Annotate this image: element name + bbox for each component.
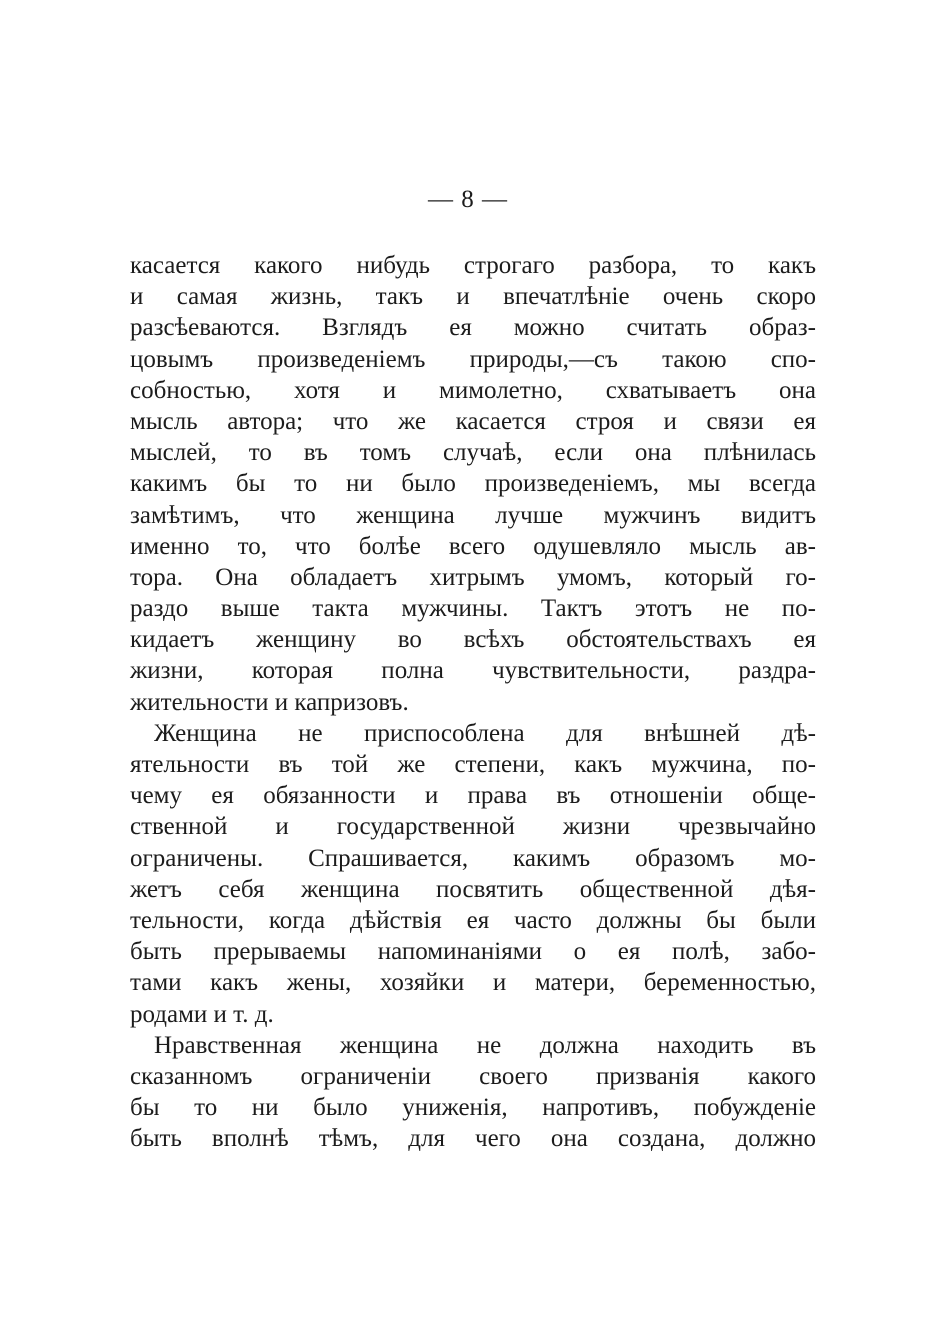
text-line: замѣтимъ, что женщина лучше мужчинъ видитъ (130, 501, 816, 529)
text-line: разсѣеваются. Взглядъ ея можно считать образ- (130, 314, 816, 342)
text-line: чему ея обязанности и права въ отношеніи обще- (130, 782, 816, 810)
text-line: ятельности въ той же степени, какъ мужчина, по- (130, 751, 816, 778)
text-line: бы то ни было униженія, напротивъ, побужденіе (130, 1094, 816, 1122)
paragraph (130, 718, 816, 1030)
paragraph (130, 1030, 816, 1155)
text-line: жительности и капризовъ. (130, 688, 409, 716)
text-line: цовымъ произведеніемъ природы,—съ такою спо- (130, 345, 816, 373)
text-line: жизни, которая полна чувствительности, раздра- (130, 657, 816, 685)
body-text (130, 250, 816, 1154)
text-line: тельности, когда дѣйствія ея часто должны бы были (130, 906, 816, 934)
text-line: и самая жизнь, такъ и впечатлѣніе очень скоро (130, 283, 816, 311)
text-line: мысль автора; что же касается строя и связи ея (130, 407, 816, 435)
text-line: быть вполнѣ тѣмъ, для чего она создана, должно (130, 1125, 816, 1153)
text-line: какимъ бы то ни было произведеніемъ, мы всегда (130, 470, 816, 498)
text-line: касается какого нибудь строгаго разбора, то какъ (130, 252, 816, 279)
text-line: кидаетъ женщину во всѣхъ обстоятельствахъ ея (130, 626, 816, 654)
text-line: именно то, что болѣе всего одушевляло мысль ав- (130, 532, 816, 560)
text-line: Женщина не приспособлена для внѣшней дѣ- (154, 719, 816, 747)
page-number: — 8 — (428, 186, 508, 213)
text-line: ограничены. Спрашивается, какимъ образомъ мо- (130, 844, 816, 872)
text-line: сказанномъ ограниченіи своего призванія какого (130, 1062, 816, 1090)
text-line: родами и т. д. (130, 1000, 274, 1028)
text-line: мыслей, то въ томъ случаѣ, если она плѣнилась (130, 439, 816, 467)
paragraph (130, 250, 816, 718)
text-line: раздо выше такта мужчины. Тактъ этотъ не по- (130, 595, 816, 623)
text-line: тами какъ жены, хозяйки и матери, беременностью, (130, 969, 816, 997)
text-line: ственной и государственной жизни чрезвычайно (130, 813, 816, 841)
text-line: быть прерываемы напоминаніями о ея полѣ, забо- (130, 938, 816, 966)
text-line: жетъ себя женщина посвятить общественной дѣя- (130, 875, 816, 903)
text-line: собностью, хотя и мимолетно, схватываетъ она (130, 376, 816, 404)
text-line: Нравственная женщина не должна находить въ (154, 1031, 816, 1059)
text-line: тора. Она обладаетъ хитрымъ умомъ, который го- (130, 563, 816, 591)
